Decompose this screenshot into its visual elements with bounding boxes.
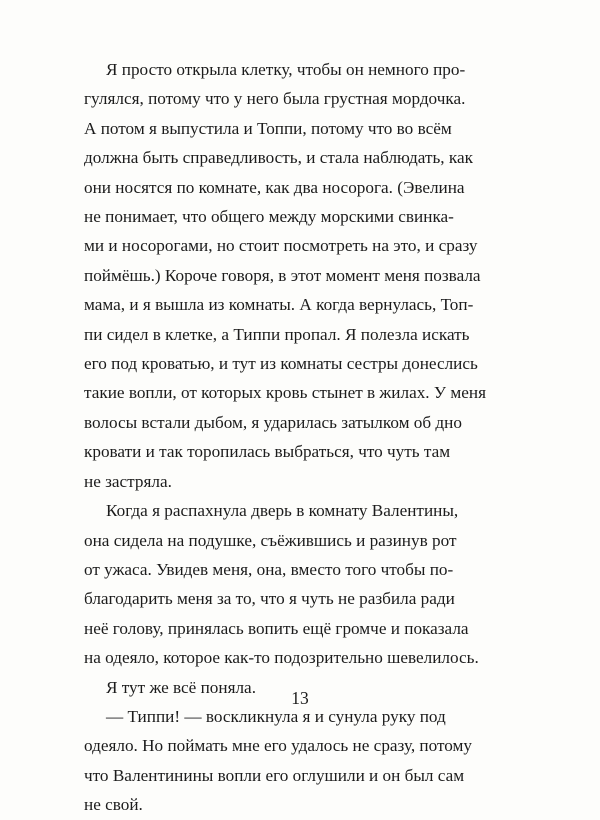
paragraph-4: — Типпи! — воскликнула я и сунула руку под одеяло. Но поймать мне его удалось не сразу, потому что Валентинины вопли его оглушили и он был сам не свой. [84,706,473,815]
paragraph-2: Когда я распахнула дверь в комнату Валентины, она сидела на подушке, съёжившись и разинув рот от ужаса. Увидев меня, она, вместо того чтобы по- благодарить меня за то, что я чуть не разбила ради неё голову, принялась вопить ещё громче и показала на одеяло, которое как-то подозрительно шевелилось. [84,501,479,668]
paragraph-3: Я тут же всё поняла. [106,677,256,697]
paragraph-1: Я просто открыла клетку, чтобы он немного про- гулялся, потому что у него была грустная мордочка. А потом я выпустила и Топпи, потому что во всём должна быть справедливость, и стала наблюдать, как они носятся по комнате, как два носорога. (Эвелина не понимает, что общего между морскими свинка- ми и носорогами, но стоит посмотреть на это, и сразу поймёшь.) Короче говоря, в этот момент меня позвала мама, и я вышла из комнаты. А когда вернулась, Топ- пи сидел в клетке, а Типпи пропал. Я полезла искать его под кроватью, и тут из комнаты сестры донеслись такие вопли, от которых кровь стынет в жилах. У меня волосы встали дыбом, я ударилась затылком об дно кровати и так торопилась выбраться, что чуть там не застряла. [84,60,486,491]
page-number: 13 [291,688,309,708]
